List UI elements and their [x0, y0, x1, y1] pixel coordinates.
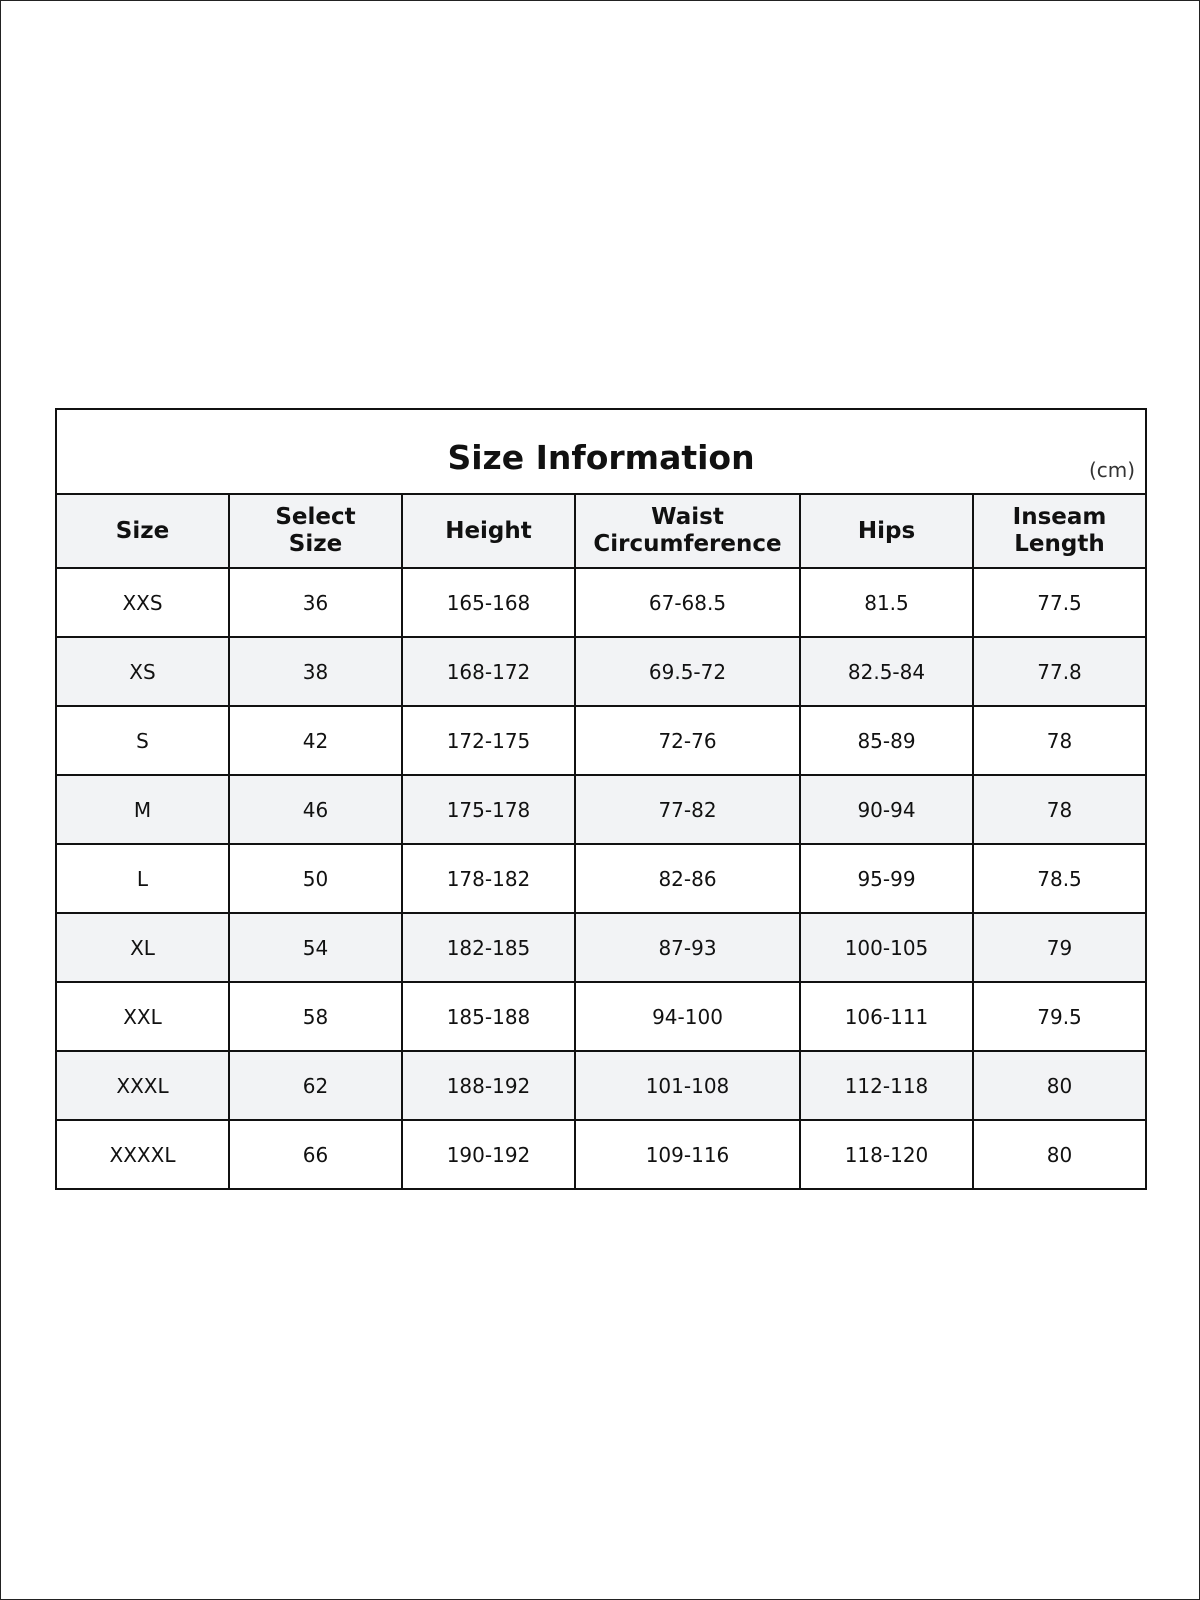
cell-height: 165-168: [402, 568, 575, 637]
cell-hips: 90-94: [800, 775, 973, 844]
table-row: [56, 1051, 1146, 1120]
cell-height: 178-182: [402, 844, 575, 913]
cell-size: XXXL: [56, 1051, 229, 1120]
cell-size: L: [56, 844, 229, 913]
cell-waist: 72-76: [575, 706, 800, 775]
cell-height: 185-188: [402, 982, 575, 1051]
cell-waist: 94-100: [575, 982, 800, 1051]
cell-waist: 87-93: [575, 913, 800, 982]
cell-hips: 100-105: [800, 913, 973, 982]
cell-select-size: 54: [229, 913, 402, 982]
cell-select-size: 50: [229, 844, 402, 913]
cell-size: M: [56, 775, 229, 844]
cell-waist: 69.5-72: [575, 637, 800, 706]
cell-inseam: 77.8: [973, 637, 1146, 706]
table-row: [56, 775, 1146, 844]
cell-waist: 82-86: [575, 844, 800, 913]
cell-waist: 67-68.5: [575, 568, 800, 637]
table-row: [56, 913, 1146, 982]
cell-inseam: 77.5: [973, 568, 1146, 637]
table-row: [56, 844, 1146, 913]
cell-height: 168-172: [402, 637, 575, 706]
cell-hips: 106-111: [800, 982, 973, 1051]
cell-inseam: 78: [973, 706, 1146, 775]
cell-height: 182-185: [402, 913, 575, 982]
cell-inseam: 78.5: [973, 844, 1146, 913]
cell-size: XXXXL: [56, 1120, 229, 1189]
cell-select-size: 46: [229, 775, 402, 844]
cell-inseam: 80: [973, 1051, 1146, 1120]
cell-hips: 118-120: [800, 1120, 973, 1189]
cell-height: 175-178: [402, 775, 575, 844]
cell-hips: 95-99: [800, 844, 973, 913]
table-row: [56, 706, 1146, 775]
header-hips: Hips: [800, 494, 973, 568]
table-row: [56, 1120, 1146, 1189]
table-title: Size Information: [447, 438, 755, 477]
cell-hips: 85-89: [800, 706, 973, 775]
cell-select-size: 36: [229, 568, 402, 637]
table-row: [56, 982, 1146, 1051]
header-waist-circumference: Waist Circumference: [575, 494, 800, 568]
header-height: Height: [402, 494, 575, 568]
table-title-cell: [56, 409, 1146, 494]
cell-hips: 112-118: [800, 1051, 973, 1120]
cell-inseam: 78: [973, 775, 1146, 844]
cell-inseam: 79: [973, 913, 1146, 982]
cell-waist: 109-116: [575, 1120, 800, 1189]
table-row: [56, 568, 1146, 637]
cell-select-size: 42: [229, 706, 402, 775]
cell-height: 172-175: [402, 706, 575, 775]
cell-size: XXS: [56, 568, 229, 637]
cell-waist: 101-108: [575, 1051, 800, 1120]
cell-select-size: 58: [229, 982, 402, 1051]
cell-size: XXL: [56, 982, 229, 1051]
cell-waist: 77-82: [575, 775, 800, 844]
header-row: [56, 494, 1146, 568]
cell-height: 190-192: [402, 1120, 575, 1189]
cell-hips: 81.5: [800, 568, 973, 637]
cell-select-size: 66: [229, 1120, 402, 1189]
cell-size: XL: [56, 913, 229, 982]
cell-hips: 82.5-84: [800, 637, 973, 706]
cell-inseam: 79.5: [973, 982, 1146, 1051]
header-select-size: Select Size: [229, 494, 402, 568]
table-row: [56, 637, 1146, 706]
cell-size: XS: [56, 637, 229, 706]
header-inseam-length: Inseam Length: [973, 494, 1146, 568]
cell-select-size: 62: [229, 1051, 402, 1120]
header-size: Size: [56, 494, 229, 568]
size-information-table: [55, 408, 1147, 1190]
cell-inseam: 80: [973, 1120, 1146, 1189]
cell-height: 188-192: [402, 1051, 575, 1120]
unit-label: (cm): [1088, 458, 1136, 482]
cell-select-size: 38: [229, 637, 402, 706]
cell-size: S: [56, 706, 229, 775]
